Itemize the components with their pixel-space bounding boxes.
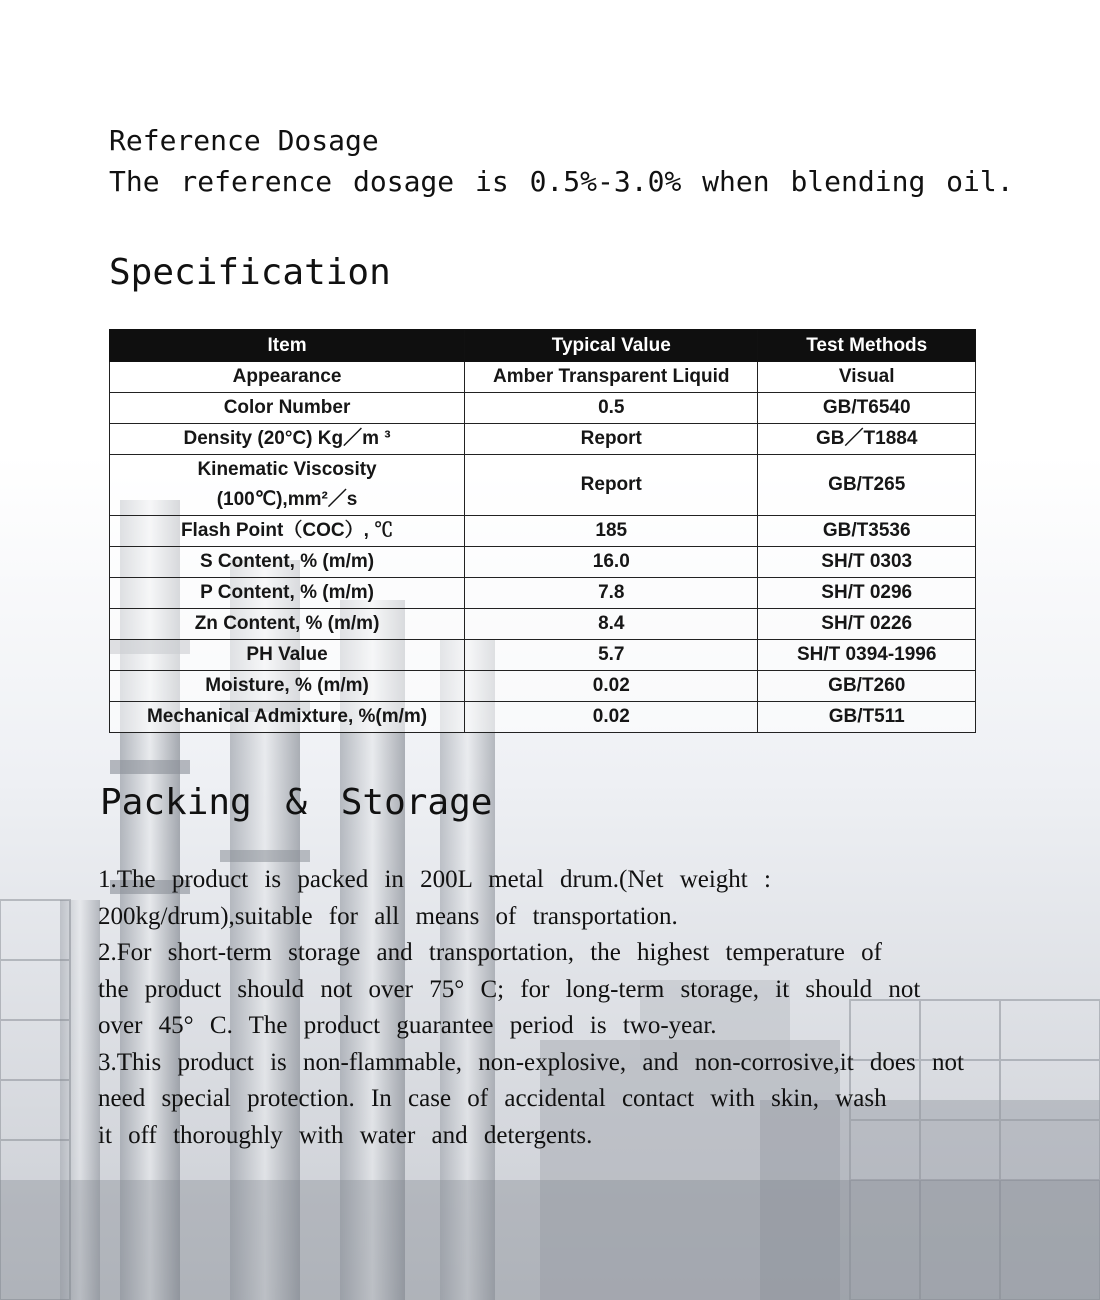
packing-storage-body — [98, 862, 1083, 1154]
table-row — [110, 609, 976, 640]
cell-value: Report — [465, 424, 758, 455]
table-row — [110, 640, 976, 671]
header-typical-value: Typical Value — [465, 330, 758, 362]
packing-line: the product should not over 75° C; for long-term storage, it should not — [98, 975, 921, 1003]
table-header-row — [110, 330, 976, 362]
cell-item: Zn Content, % (m/m) — [110, 609, 465, 640]
packing-line: 3.This product is non-flammable, non-explosive, and non-corrosive,it does not — [98, 1048, 964, 1076]
cell-method: GB/T265 — [758, 455, 976, 516]
table-row — [110, 547, 976, 578]
cell-item: PH Value — [110, 640, 465, 671]
cell-value: Report — [465, 455, 758, 516]
cell-value: 0.02 — [465, 671, 758, 702]
reference-dosage-title: Reference Dosage — [109, 124, 379, 157]
packing-line: over 45° C. The product guarantee period is two-year. — [98, 1012, 717, 1039]
cell-method: SH/T 0296 — [758, 578, 976, 609]
cell-value: 185 — [465, 516, 758, 547]
cell-method: GB/T511 — [758, 702, 976, 733]
reference-dosage-text: The reference dosage is 0.5%-3.0% when blending oil. — [109, 165, 1014, 198]
cell-method: GB/T260 — [758, 671, 976, 702]
cell-method: GB/T3536 — [758, 516, 976, 547]
specification-title: Specification — [109, 252, 391, 293]
cell-value: 0.02 — [465, 702, 758, 733]
cell-value: 5.7 — [465, 640, 758, 671]
header-test-methods: Test Methods — [758, 330, 976, 362]
cell-item: S Content, % (m/m) — [110, 547, 465, 578]
cell-item-line2: (100℃),mm²／s — [216, 489, 358, 510]
table-row — [110, 393, 976, 424]
table-row — [110, 455, 976, 516]
table-row — [110, 578, 976, 609]
packing-storage-title: Packing & Storage — [100, 782, 493, 823]
cell-method: GB/T6540 — [758, 393, 976, 424]
cell-item: Moisture, % (m/m) — [110, 671, 465, 702]
cell-method: SH/T 0226 — [758, 609, 976, 640]
cell-value: 7.8 — [465, 578, 758, 609]
cell-item-line1: Kinematic Viscosity — [197, 459, 377, 480]
packing-line: 2.For short-term storage and transportation, the highest temperature of — [98, 939, 882, 966]
table-row — [110, 424, 976, 455]
cell-item: Flash Point（COC）, ℃ — [110, 516, 465, 547]
table-row — [110, 516, 976, 547]
cell-item: Color Number — [110, 393, 465, 424]
table-row — [110, 362, 976, 393]
cell-value: 8.4 — [465, 609, 758, 640]
cell-method: Visual — [758, 362, 976, 393]
cell-item: Appearance — [110, 362, 465, 393]
cell-item: P Content, % (m/m) — [110, 578, 465, 609]
cell-method: SH/T 0394-1996 — [758, 640, 976, 671]
cell-value: Amber Transparent Liquid — [465, 362, 758, 393]
packing-line: it off thoroughly with water and detergents. — [98, 1121, 593, 1149]
header-item: Item — [110, 330, 465, 362]
table-row — [110, 671, 976, 702]
cell-item: Density (20°C) Kg／m ³ — [110, 424, 465, 455]
cell-item — [110, 455, 465, 516]
packing-line: 200kg/drum),suitable for all means of transportation. — [98, 902, 678, 930]
cell-value: 16.0 — [465, 547, 758, 578]
cell-method: GB／T1884 — [758, 424, 976, 455]
cell-value: 0.5 — [465, 393, 758, 424]
table-row — [110, 702, 976, 733]
packing-line: need special protection. In case of accidental contact with skin, wash — [98, 1085, 887, 1112]
cell-item: Mechanical Admixture, %(m/m) — [110, 702, 465, 733]
cell-method: SH/T 0303 — [758, 547, 976, 578]
packing-line: 1.The product is packed in 200L metal drum.(Net weight : — [98, 866, 771, 893]
specification-table — [109, 329, 976, 733]
